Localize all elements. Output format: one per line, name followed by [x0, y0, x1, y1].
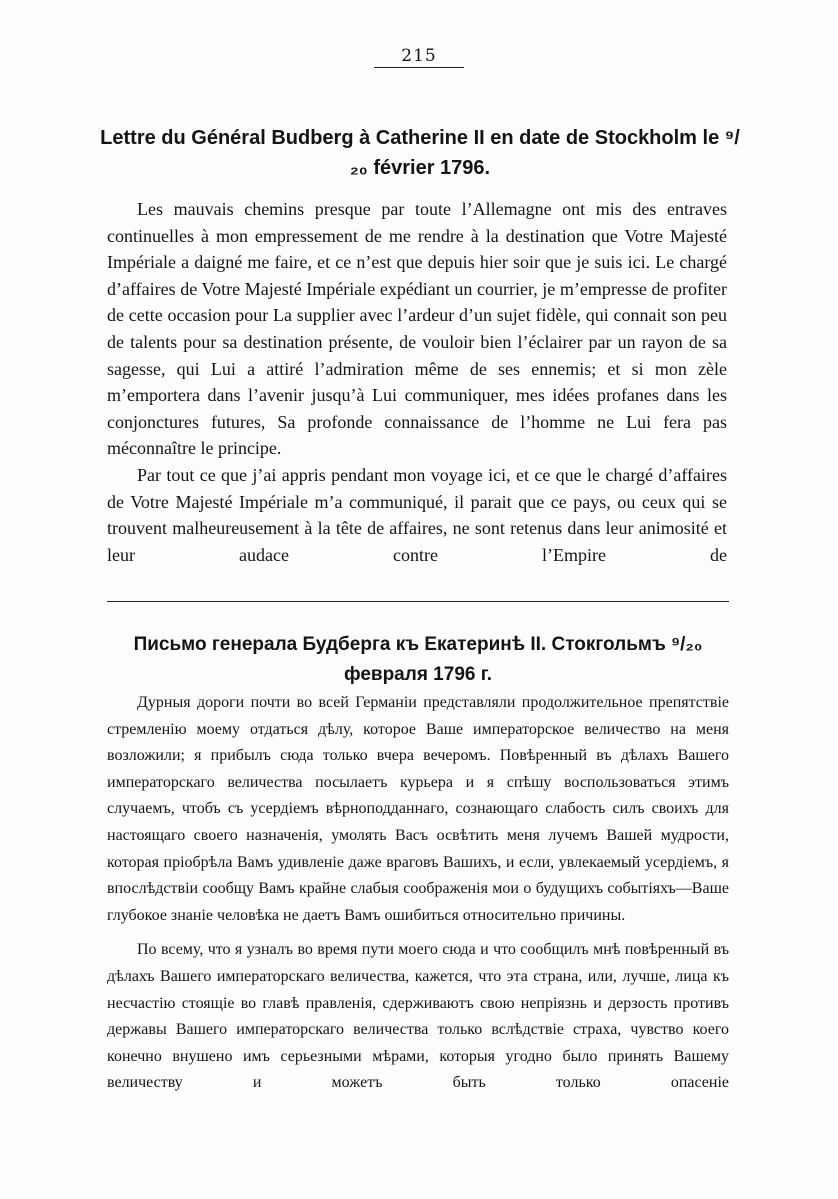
- french-letter-body: [107, 196, 727, 568]
- russian-letter-title: Письмо генерала Будберга къ Екатеринѣ II. Стокгольмъ ⁹/₂₀ февраля 1796 г.: [133, 634, 703, 685]
- russian-paragraph-1: Дурныя дороги почти во всей Германіи представляли продолжительное препятствіе стремленію моему отдаться дѣлу, которое Ваше императорское величество на меня возложили; я прибылъ сюда только вчера вечеромъ. Повѣренный въ дѣлахъ Вашего императорскаго величества посылаетъ курьера и я спѣшу воспользоваться этимъ случаемъ, чтобъ съ усердіемъ вѣрноподданнаго, сознающаго слабость силъ своихъ для настоящаго своего назначенія, умолять Васъ освѣтить меня лучемъ Вашей мудрости, которая пріобрѣла Вамъ удивленіе даже враговъ Вашихъ, и если, увлекаемый усердіемъ, я впослѣдствіи сообщу Вамъ крайне слабыя соображенія мои о будущихъ событіяхъ—Ваше глубокое знаніе человѣка не даетъ Вамъ ошибиться относительно причины.: [107, 694, 729, 924]
- russian-letter-body: [107, 690, 729, 1097]
- french-paragraph-1: Les mauvais chemins presque par toute l’Allemagne ont mis des entraves continuelles à mon empressement de me rendre à la destination que Votre Majesté Impériale a daigné me faire, et ce n’est que depuis hier soir que je suis ici. Le chargé d’affaires de Votre Majesté Impériale expédiant un courrier, je m’empresse de profiter de cette occasion pour La supplier avec l’ardeur d’un sujet fidèle, qui connait son peu de talents pour sa destination présente, de vouloir bien l’éclairer par un rayon de sa sagesse, qui Lui a attiré l’admiration même de ses ennemis; et si mon zèle m’emportera dans l’avenir jusqu’à Lui communiquer, mes idées profanes dans les conjonctures futures, Sa profonde connaissance de l’homme ne Lui fera pas méconnaître le principe.: [107, 199, 727, 459]
- french-letter-title: Lettre du Général Budberg à Catherine II en date de Stockholm le ⁹/₂₀ février 1796.: [100, 127, 740, 179]
- page-number-rule: [374, 67, 464, 68]
- french-paragraph-2: Par tout ce que j’ai appris pendant mon voyage ici, et ce que le chargé d’affaires de Votre Majesté Impériale m’a communiqué, il parait que ce pays, ou ceux qui se trouvent malheureusement à la tête de affaires, ne sont retenus dans leur animosité et leur audace contre l’Empire de: [107, 464, 727, 565]
- section-divider: [107, 601, 729, 602]
- page-number: 215: [401, 46, 437, 66]
- russian-paragraph-2: По всему, что я узналъ во время пути моего сюда и что сообщилъ мнѣ повѣренный въ дѣлахъ Вашего императорскаго величества, кажется, что эта страна, или, лучше, лица къ несчастію стоящіе во главѣ правленія, сдерживаютъ свою непріязнь и дерзость противъ державы Вашего императорскаго величества только вслѣдствіе страха, чувство коего конечно внушено имъ серьезными мѣрами, которыя угодно было принять Вашему величеству и можетъ быть только опасеніе: [107, 941, 729, 1092]
